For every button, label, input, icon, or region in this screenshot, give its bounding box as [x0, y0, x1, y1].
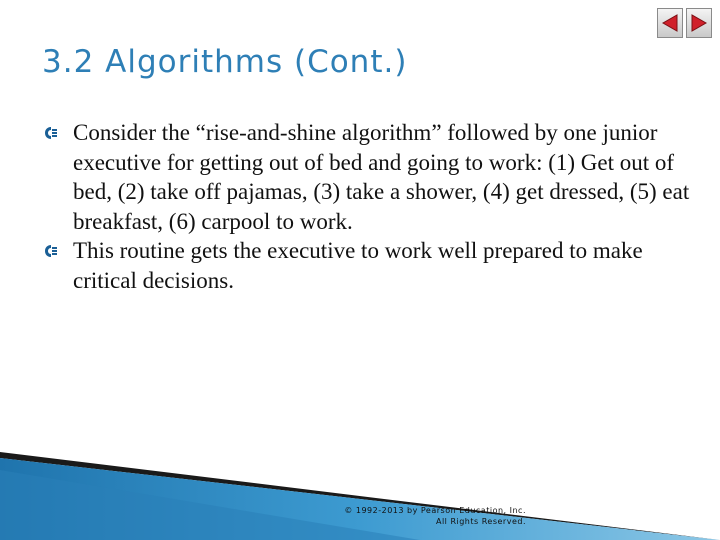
bullet-text: Consider the “rise-and-shine algorithm” followed by one junior executive for getting out of bed and going to work: (1) Get out of bed, (2) take off pajamas, (3) take a shower, (4) get dressed, (5) eat breakfast, (6) carpool to work.	[73, 120, 690, 234]
previous-slide-button[interactable]	[657, 8, 683, 38]
triangle-left-icon	[660, 13, 680, 33]
bullet-list	[44, 118, 694, 295]
rights-line: All Rights Reserved.	[435, 517, 526, 526]
bullet-item	[44, 236, 694, 295]
ornament-bullet-icon	[44, 244, 58, 258]
copyright-notice	[326, 505, 526, 527]
next-slide-button[interactable]	[686, 8, 712, 38]
triangle-right-icon	[689, 13, 709, 33]
bullet-item	[44, 118, 694, 236]
ornament-bullet-icon	[44, 126, 58, 140]
slide-navigation	[657, 8, 712, 38]
slide-title: 3.2 Algorithms (Cont.)	[42, 44, 408, 80]
copyright-line: © 1992-2013 by Pearson Education, Inc.	[344, 506, 526, 515]
bullet-text: This routine gets the executive to work well prepared to make critical decisions.	[73, 238, 643, 293]
